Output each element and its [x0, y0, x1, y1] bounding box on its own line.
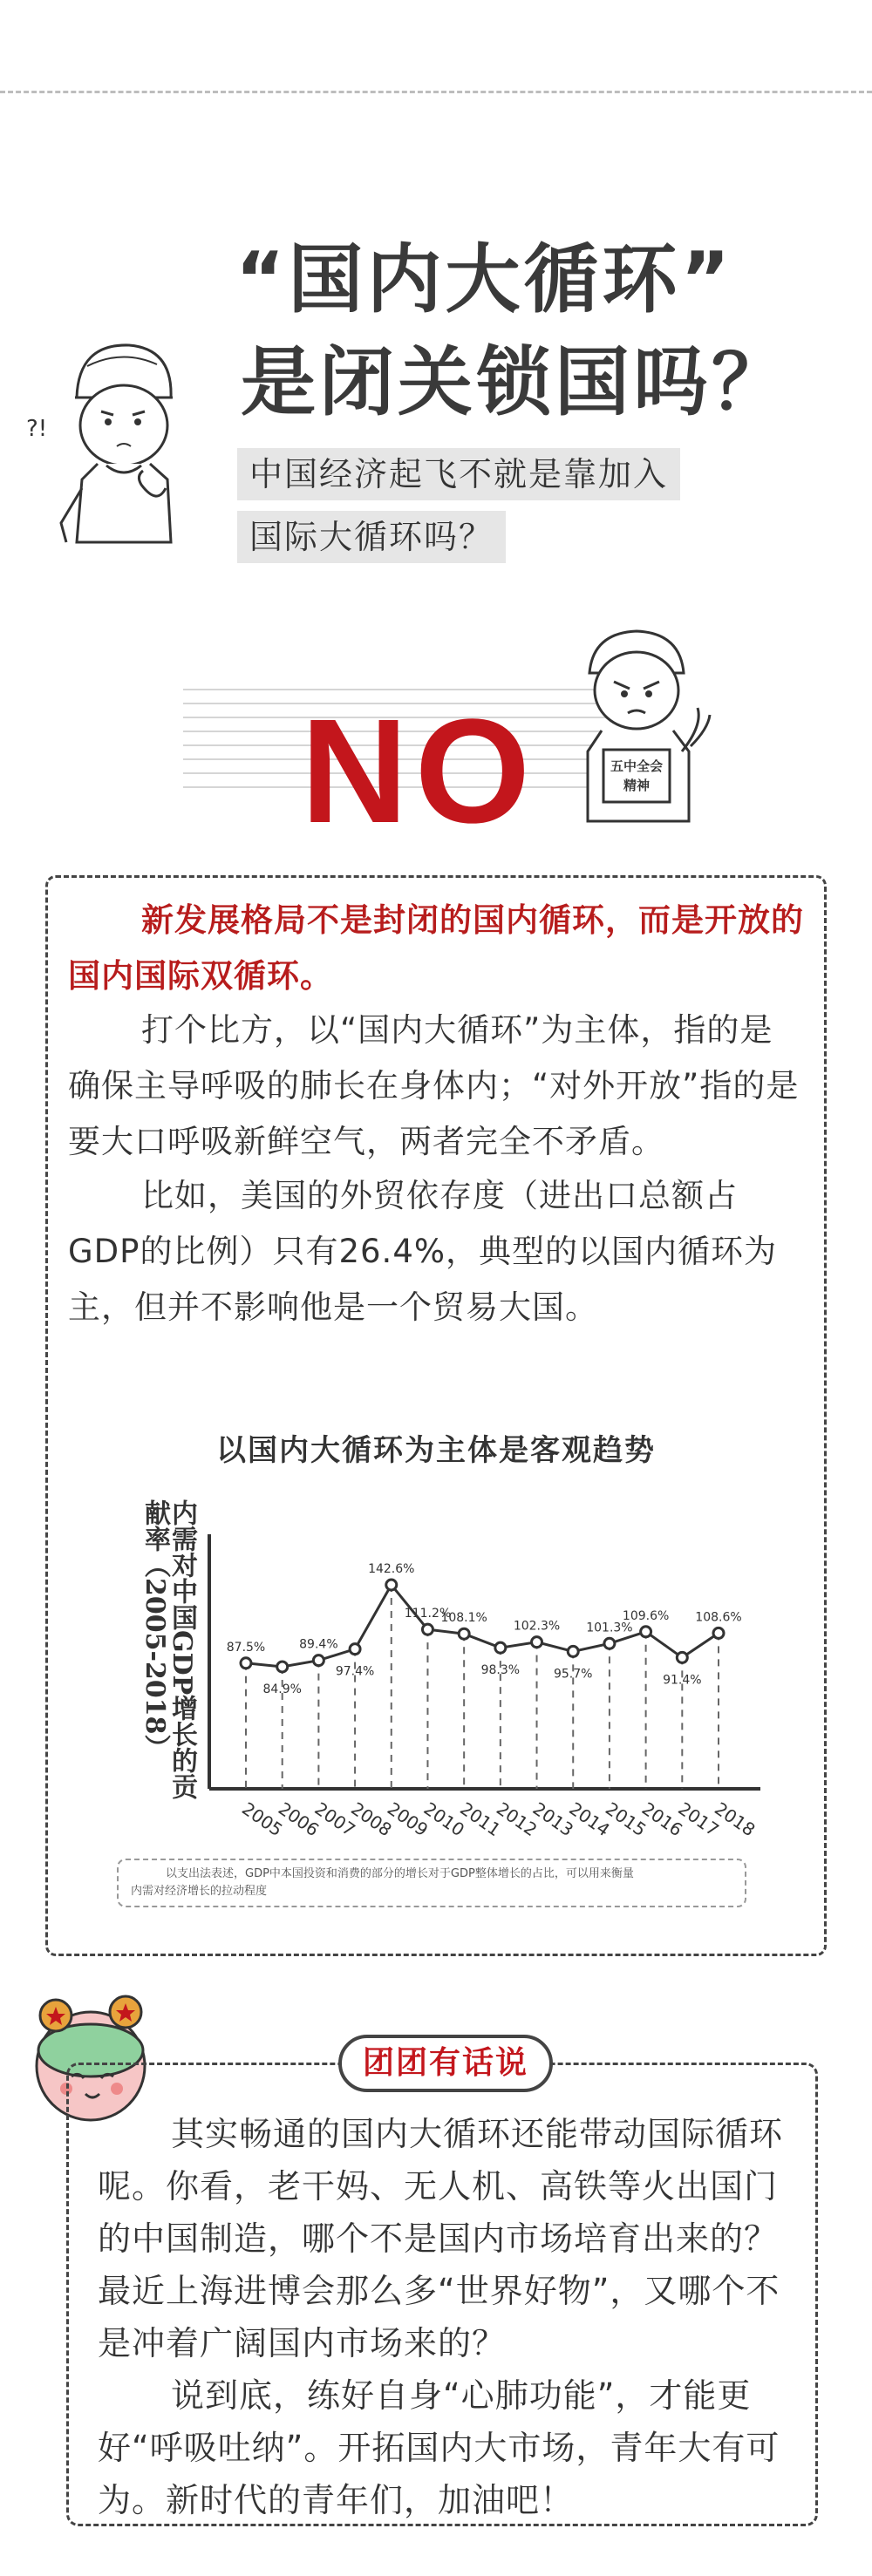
boy-with-book-illustration [558, 621, 715, 830]
x-tick-label: 2009 [383, 1798, 433, 1841]
bottom-text-2: 说到底，练好自身“心肺功能”，才能更好“呼吸吐纳”。开拓国内大市场，青年大有可为。新时代的青年们，加油吧！ [98, 2376, 780, 2519]
example-text: 比如，美国的外贸依存度（进出口总额占GDP的比例）只有26.4%，典型的以国内循环为主，但并不影响他是一个贸易大国。 [68, 1177, 778, 1326]
data-label: 91.4% [663, 1673, 702, 1688]
x-tick-label: 2018 [711, 1798, 760, 1841]
tuantuan-says-tag: 团团有话说 [338, 2035, 553, 2092]
analogy-paragraph [68, 1003, 806, 1170]
highlight-paragraph [68, 893, 806, 1004]
x-tick-label: 2010 [419, 1798, 469, 1841]
top-dashed-divider [0, 91, 872, 97]
x-tick-label: 2016 [637, 1798, 687, 1841]
data-label: 87.5% [226, 1640, 266, 1655]
chart-title: 以国内大循环为主体是客观趋势 [216, 1433, 656, 1468]
data-label: 89.4% [299, 1637, 338, 1652]
data-label: 97.4% [335, 1664, 375, 1679]
x-tick-label: 2017 [674, 1798, 723, 1841]
headline-line1: “国内大循环” [235, 236, 734, 323]
bottom-paragraph-1 [98, 2108, 804, 2369]
x-tick-label: 2005 [238, 1798, 287, 1841]
data-label: 109.6% [622, 1608, 670, 1623]
confused-boy-illustration [26, 314, 201, 558]
example-paragraph [68, 1168, 806, 1336]
x-tick-label: 2013 [528, 1798, 578, 1841]
chart-ylabel: 内需对中国GDP增长的贡献率（2005-2018） [140, 1499, 197, 1800]
question-line1: 中国经济起飞不就是靠加入 [237, 448, 680, 500]
x-tick-label: 2015 [602, 1798, 651, 1841]
bottom-text-1: 其实畅通的国内大循环还能带动国际循环呢。你看，老干妈、无人机、高铁等火出国门的中国制造，哪个不是国内市场培育出来的？最近上海进博会那么多“世界好物”，又哪个不是冲着广阔国内市场来的？ [98, 2115, 784, 2362]
highlight-text: 新发展格局不是封闭的国内循环，而是开放的国内国际双循环。 [68, 901, 804, 995]
data-label: 98.3% [480, 1663, 521, 1678]
bottom-paragraph-2 [98, 2369, 804, 2526]
data-label: 101.3% [586, 1621, 633, 1635]
headline [235, 228, 846, 434]
footnote-line2: 内需对经济增长的拉动程度 [131, 1885, 268, 1898]
boy-mark: ?! [26, 416, 48, 442]
x-tick-label: 2012 [492, 1798, 542, 1841]
no-answer: NO [301, 689, 537, 854]
data-label: 102.3% [513, 1619, 561, 1634]
data-label: 95.7% [553, 1667, 593, 1682]
data-label: 108.1% [440, 1611, 487, 1626]
book-label: 五中全会 [610, 758, 664, 774]
x-tick-label: 2008 [347, 1798, 396, 1841]
data-label: 108.6% [695, 1610, 742, 1625]
chart-footnote [117, 1859, 746, 1907]
data-label: 142.6% [368, 1562, 415, 1576]
question-line2: 国际大循环吗？ [237, 511, 506, 563]
data-label: 84.9% [262, 1682, 302, 1696]
headline-line2: 是闭关锁国吗？ [241, 339, 790, 426]
book-label-2: 精神 [623, 778, 651, 793]
x-tick-label: 2007 [310, 1798, 359, 1841]
analogy-text: 打个比方，以“国内大循环”为主体，指的是确保主导呼吸的肺长在身体内；“对外开放”指的是要大口呼吸新鲜空气，两者完全不矛盾。 [68, 1011, 800, 1160]
data-label: 111.2% [404, 1607, 452, 1621]
x-tick-label: 2014 [565, 1798, 614, 1841]
footnote-line1: 以支出法表述，GDP中本国投资和消费的部分的增长对于GDP整体增长的占比，可以用来衡量 [166, 1867, 634, 1880]
x-tick-label: 2006 [274, 1798, 324, 1841]
x-tick-label: 2011 [456, 1798, 505, 1841]
